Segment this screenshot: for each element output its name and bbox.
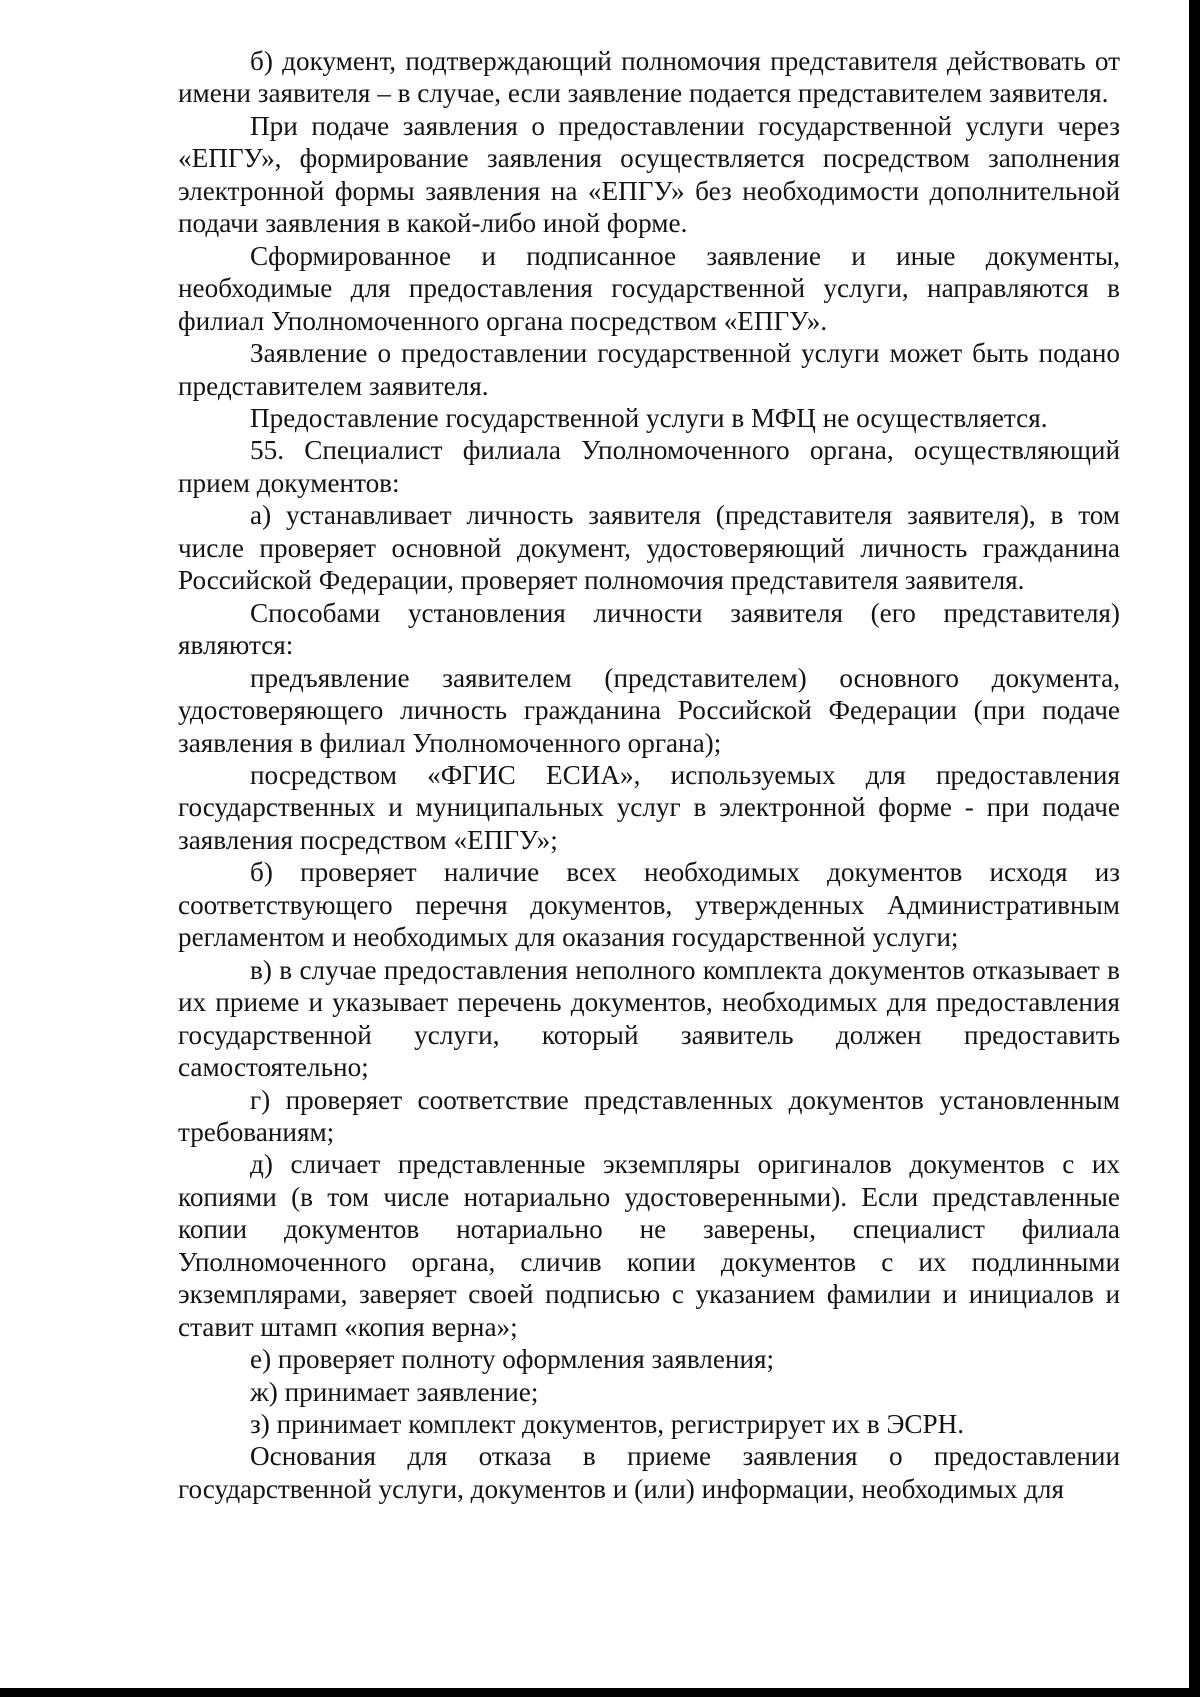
paragraph-55-specialist: 55. Специалист филиала Уполномоченного органа, осуществляющий прием документов:	[178, 435, 1120, 498]
scan-bottom-border	[0, 1688, 1200, 1697]
paragraph-55a-identity: а) устанавливает личность заявителя (представителя заявителя), в том числе проверяет основной документ, удостоверяющий личность гражданина Российской Федерации, проверяет полномочия представителя заявителя.	[178, 500, 1120, 596]
paragraph-55e-completeness: е) проверяет полноту оформления заявления;	[250, 1344, 775, 1375]
paragraph-mfc: Предоставление государственной услуги в МФЦ не осуществляется.	[250, 402, 1048, 433]
paragraph-epgu-submission: При подаче заявления о предоставлении государственной услуги через «ЕПГУ», формирование заявления осуществляется посредством заполнения электронной формы заявления на «ЕПГУ» без необходимости дополнительной подачи заявления в какой-либо иной форме.	[178, 110, 1120, 239]
paragraph-55b-check-documents: б) проверяет наличие всех необходимых документов исходя из соответствующего перечня документов, утвержденных Административным регламентом и необходимых для оказания государственной услуги;	[178, 857, 1120, 953]
paragraph-55zh-accept: ж) принимает заявление;	[250, 1376, 539, 1407]
paragraph-55g-requirements: г) проверяет соответствие представленных документов установленным требованиям;	[178, 1084, 1120, 1147]
paragraph-identity-methods: Способами установления личности заявителя (его представителя) являются:	[178, 597, 1120, 661]
paragraph-esia: посредством «ФГИС ЕСИА», используемых для предоставления государственных и муниципальных услуг в электронной форме - при подаче заявления посредством «ЕПГУ»;	[178, 759, 1120, 855]
paragraph-55v-incomplete-set: в) в случае предоставления неполного комплекта документов отказывает в их приеме и указывает перечень документов, необходимых для предоставления государственной услуги, который заявитель должен предоставить самостоятельно;	[178, 954, 1120, 1083]
scan-right-border	[1189, 0, 1200, 1697]
paragraph-6b-representative-document: б) документ, подтверждающий полномочия представителя действовать от имени заявителя – в случае, если заявление подается представителем заявителя.	[178, 46, 1120, 109]
paragraph-refusal-grounds: Основания для отказа в приеме заявления о предоставлении государственной услуги, документов и (или) информации, необходимых для	[178, 1441, 1120, 1504]
document-body	[178, 45, 1120, 1505]
paragraph-55d-copies: д) сличает представленные экземпляры оригиналов документов с их копиями (в том числе нотариально удостоверенными). Если представленные копии документов нотариально не заверены, специалист филиала Уполномоченного органа, сличив копии документов с их подлинными экземплярами, заверяет своей подписью с указанием фамилии и инициалов и ставит штамп «копия верна»;	[178, 1149, 1120, 1342]
paragraph-55z-register: з) принимает комплект документов, регистрирует их в ЭСРН.	[250, 1409, 965, 1440]
paragraph-signed-application: Сформированное и подписанное заявление и иные документы, необходимые для предоставления государственной услуги, направляются в филиал Уполномоченного органа посредством «ЕПГУ».	[178, 240, 1120, 336]
paragraph-representative-submission: Заявление о предоставлении государственной услуги может быть подано представителем заявителя.	[178, 338, 1120, 401]
paragraph-identity-document: предъявление заявителем (представителем) основного документа, удостоверяющего личность гражданина Российской Федерации (при подаче заявления в филиал Уполномоченного органа);	[178, 662, 1120, 758]
